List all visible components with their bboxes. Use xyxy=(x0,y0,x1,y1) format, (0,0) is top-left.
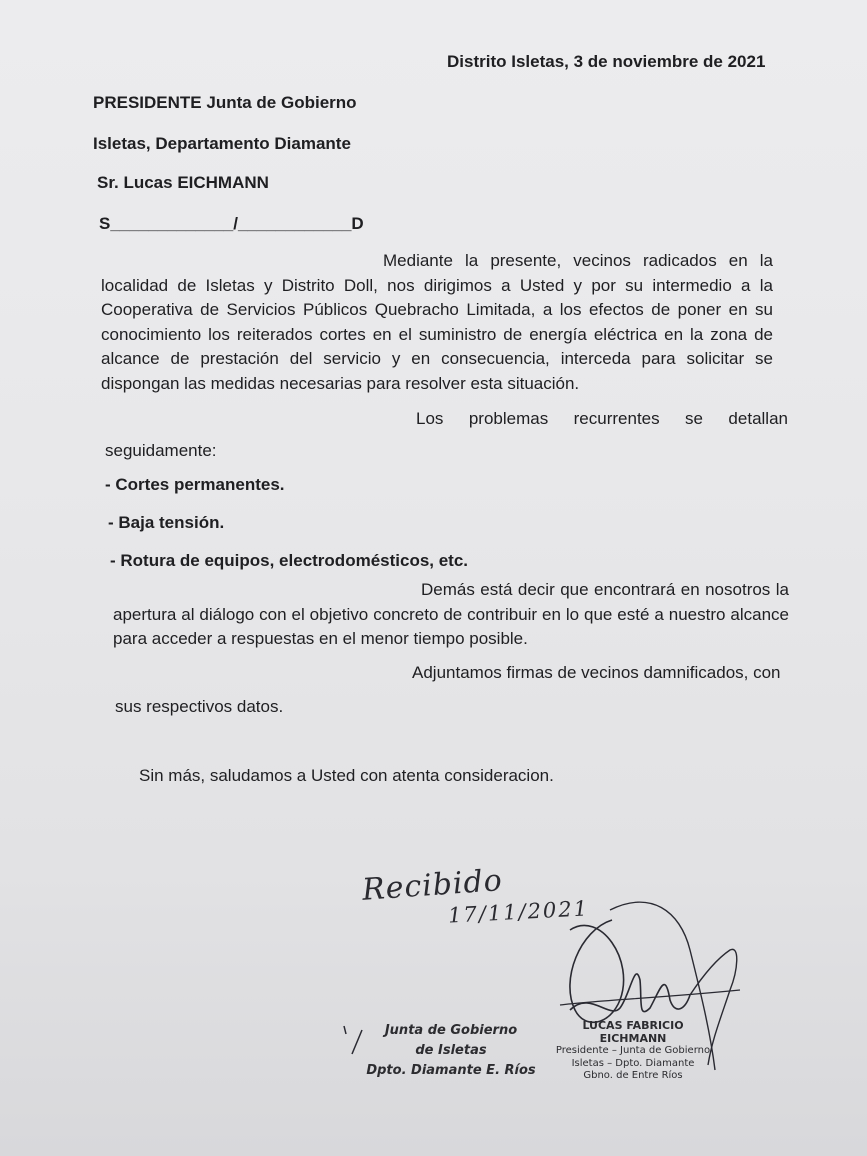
body-paragraph-2-line-2: seguidamente: xyxy=(105,441,217,460)
stamp-line-2: de Isletas xyxy=(415,1043,487,1058)
recipient-title-rest: Junta de Gobierno xyxy=(201,93,357,112)
stamp-line-3: Dpto. Diamante E. Ríos xyxy=(366,1063,536,1078)
recipient-location: Isletas, Departamento Diamante xyxy=(93,134,351,153)
closing-line: Sin más, saludamos a Usted con atenta consideracion. xyxy=(139,766,554,785)
body-paragraph-3: Demás está decir que encontrará en nosotros la apertura al diálogo con el objetivo concreto de contribuir en lo que esté a nuestro alcance para acceder a respuestas en el menor tiempo posible. xyxy=(113,580,789,648)
president-stamp-line-2: Presidente – Junta de Gobierno xyxy=(555,1045,711,1056)
handwritten-received-date: 17/11/2021 xyxy=(447,896,590,928)
problem-item-3: - Rotura de equipos, electrodomésticos, etc. xyxy=(110,551,469,570)
recipient-title-bold: PRESIDENTE xyxy=(93,93,202,112)
institution-stamp xyxy=(356,1021,546,1081)
recipient-title xyxy=(93,92,357,114)
stamp-line-1: Junta de Gobierno xyxy=(384,1023,518,1038)
problem-item-2: - Baja tensión. xyxy=(108,513,225,532)
body-paragraph-4-line-2: sus respectivos datos. xyxy=(115,697,284,716)
body-paragraph-4-line-1: Adjuntamos firmas de vecinos damnificados, con xyxy=(412,663,781,682)
body-paragraph-1: Mediante la presente, vecinos radicados en la localidad de Isletas y Distrito Doll, nos dirigimos a Usted y por su intermedio a la Cooperativa de Servicios Públicos Quebracho Limitada, a los efectos de poner en su conocimiento los reiterados cortes en el suministro de energía eléctrica en la zona de alcance de prestación del servicio y en consecuencia, interceda para solicitar se dispongan las medidas necesarias para resolver esta situación. xyxy=(101,251,773,393)
president-stamp-line-3: Isletas – Dpto. Diamante xyxy=(571,1057,695,1069)
president-stamp-name: LUCAS FABRICIO EICHMANN xyxy=(582,1019,684,1045)
president-stamp-line-4: Gbno. de Entre Ríos xyxy=(583,1070,683,1081)
letter-date: Distrito Isletas, 3 de noviembre de 2021 xyxy=(447,52,766,71)
salutation-sd: S_____________/____________D xyxy=(99,214,364,233)
president-stamp xyxy=(548,1020,718,1083)
handwritten-received-note: Recibido xyxy=(360,863,504,908)
pen-stroke-mark xyxy=(340,1020,370,1060)
problem-item-1: - Cortes permanentes. xyxy=(105,475,285,494)
body-paragraph-2-line-1: Los problemas recurrentes se detallan xyxy=(416,409,788,428)
recipient-name: Sr. Lucas EICHMANN xyxy=(97,173,269,192)
